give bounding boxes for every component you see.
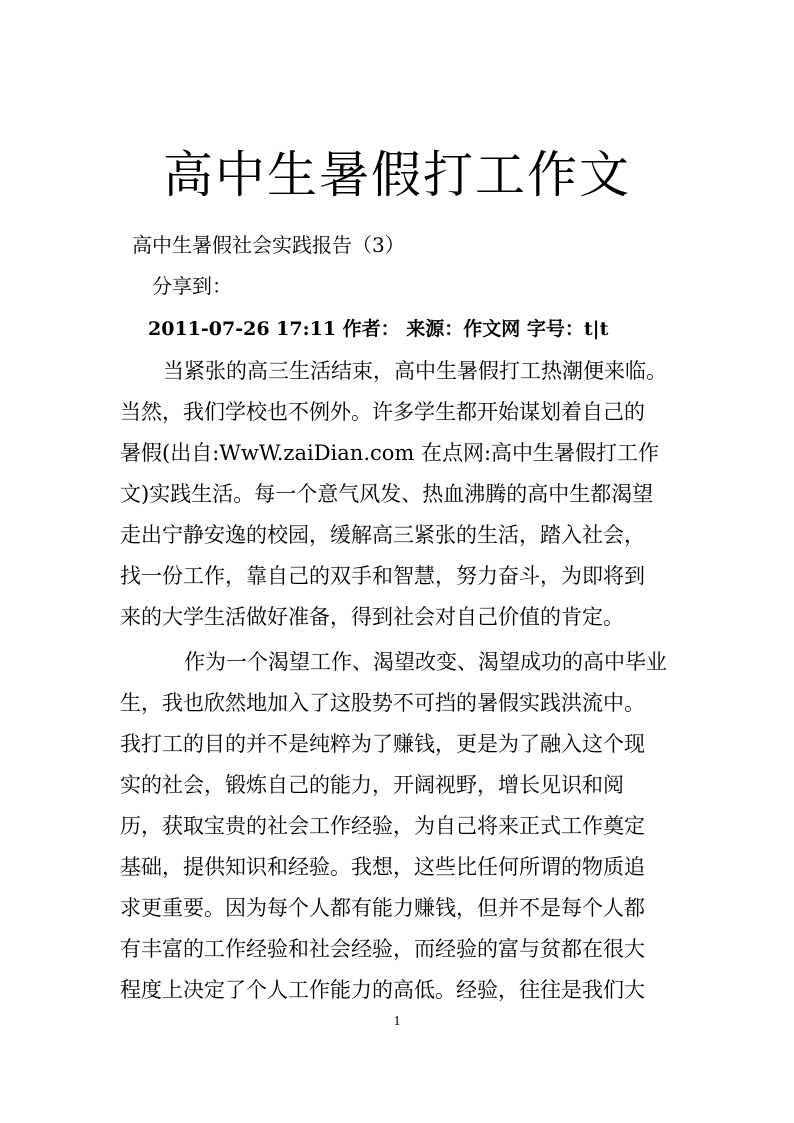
paragraph-line: 有丰富的工作经验和社会经验，而经验的富与贫都在很大 [120, 937, 645, 961]
paragraph-line: 文)实践生活。每一个意气风发、热血沸腾的高中生都渴望 [120, 482, 654, 506]
article-meta: 2011-07-26 17:11 作者： 来源：作文网 字号：t|t [148, 318, 609, 340]
paragraph-line: 求更重要。因为每个人都有能力赚钱，但并不是每个人都 [120, 896, 645, 920]
paragraph-line: 我打工的目的并不是纯粹为了赚钱，更是为了融入这个现 [120, 732, 645, 756]
page-title: 高中生暑假打工作文 [163, 146, 631, 204]
paragraph-line: 实的社会，锻炼自己的能力，开阔视野，增长见识和阅 [120, 773, 624, 797]
paragraph-line: 当紧张的高三生活结束，高中生暑假打工热潮便来临。 [163, 359, 667, 383]
paragraph-line: 来的大学生活做好准备，得到社会对自己价值的肯定。 [120, 605, 624, 629]
paragraph-line: 作为一个渴望工作、渴望改变、渴望成功的高中毕业 [184, 650, 667, 674]
paragraph-line: 生，我也欣然地加入了这股势不可挡的暑假实践洪流中。 [120, 691, 645, 715]
article-subtitle: 高中生暑假社会实践报告（3） [132, 233, 405, 257]
paragraph-line: 程度上决定了个人工作能力的高低。经验，往往是我们大 [120, 978, 645, 1002]
paragraph-line: 走出宁静安逸的校园，缓解高三紧张的生活，踏入社会， [120, 523, 645, 547]
paragraph-line: 当然，我们学校也不例外。许多学生都开始谋划着自己的 [120, 400, 645, 424]
share-label: 分享到： [152, 274, 232, 298]
page-number: 1 [393, 1014, 401, 1029]
paragraph-line: 基础，提供知识和经验。我想，这些比任何所谓的物质追 [120, 855, 645, 879]
paragraph-line: 找一份工作，靠自己的双手和智慧，努力奋斗，为即将到 [120, 564, 645, 588]
paragraph-line: 暑假(出自:WwW.zaiDian.com 在点网:高中生暑假打工作 [120, 441, 660, 465]
paragraph-line: 历，获取宝贵的社会工作经验，为自己将来正式工作奠定 [120, 814, 645, 838]
